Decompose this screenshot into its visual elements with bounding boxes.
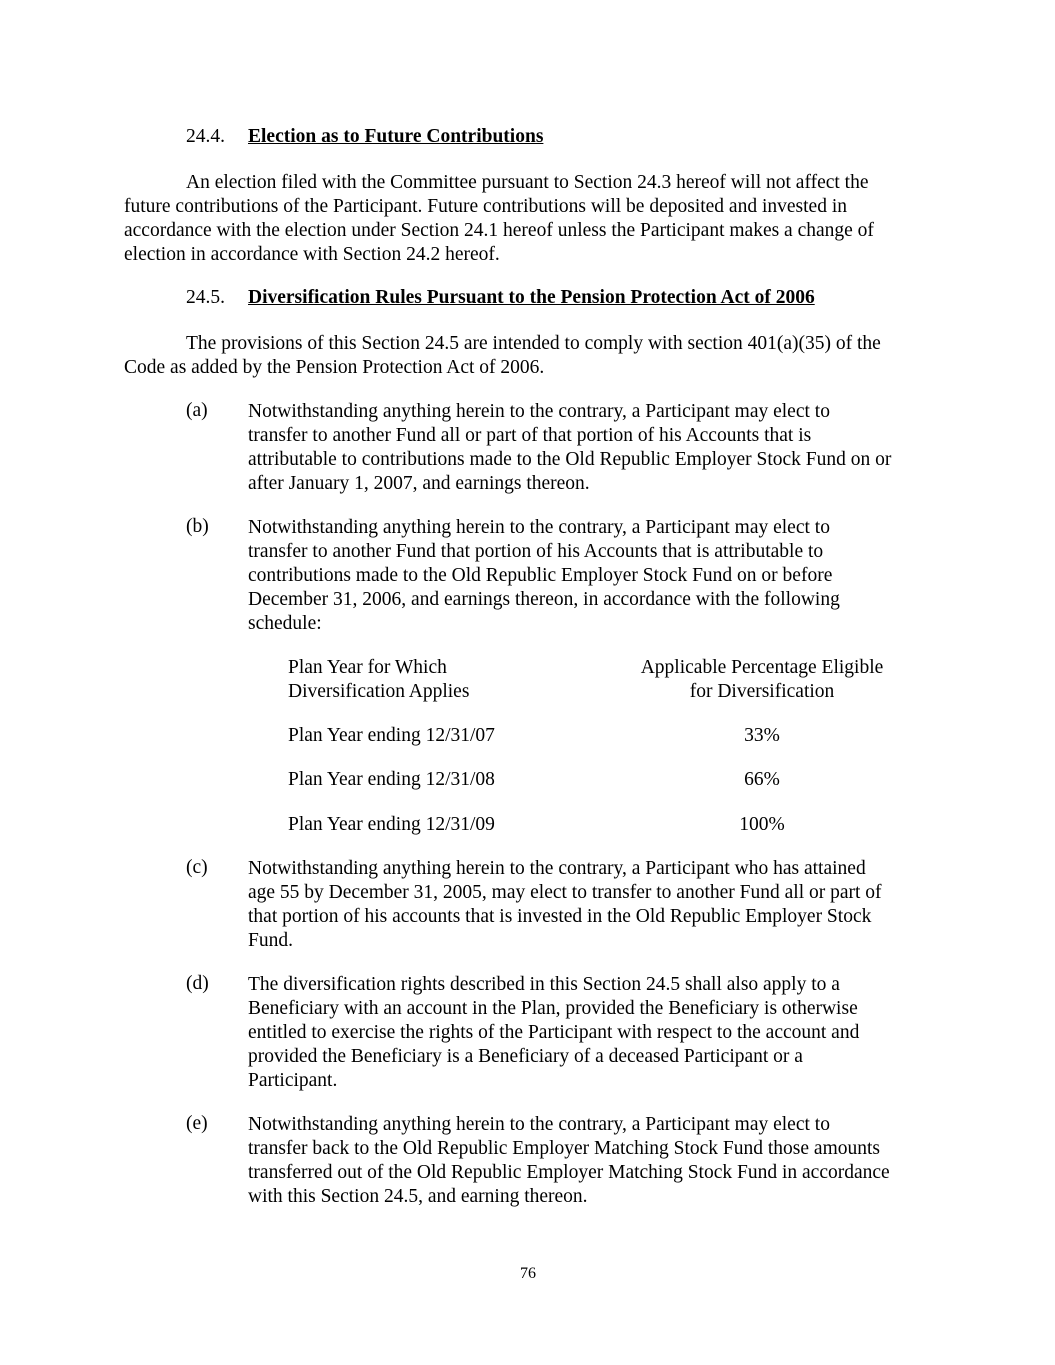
item-b-label: (b) bbox=[186, 516, 209, 537]
item-d-label: (d) bbox=[186, 973, 209, 994]
schedule-header-left: Diversification Applies bbox=[288, 681, 470, 702]
item-a-line: Notwithstanding anything herein to the contrary, a Participant may elect to bbox=[248, 401, 830, 422]
section-24-5-intro-line: The provisions of this Section 24.5 are intended to comply with section 401(a)(35) of the bbox=[186, 333, 881, 354]
item-b-line: December 31, 2006, and earnings thereon, in accordance with the following bbox=[248, 589, 840, 610]
item-d-line: Participant. bbox=[248, 1070, 338, 1091]
item-c-line: age 55 by December 31, 2005, may elect to transfer to another Fund all or part of bbox=[248, 882, 882, 903]
item-a-label: (a) bbox=[186, 400, 208, 421]
section-24-5-intro-line: Code as added by the Pension Protection Act of 2006. bbox=[124, 357, 545, 378]
page-number: 76 bbox=[520, 1265, 536, 1282]
section-24-4-title: Election as to Future Contributions bbox=[248, 126, 544, 147]
item-e-line: with this Section 24.5, and earning thereon. bbox=[248, 1186, 588, 1207]
item-d-line: Beneficiary with an account in the Plan, provided the Beneficiary is otherwise bbox=[248, 998, 858, 1019]
section-24-4-line: election in accordance with Section 24.2 hereof. bbox=[124, 244, 500, 265]
section-24-4-number: 24.4. bbox=[186, 126, 225, 147]
item-e-line: Notwithstanding anything herein to the contrary, a Participant may elect to bbox=[248, 1114, 830, 1135]
item-d-line: entitled to exercise the rights of the Participant with respect to the account and bbox=[248, 1022, 860, 1043]
item-c-line: Fund. bbox=[248, 930, 293, 951]
section-24-4-line: An election filed with the Committee pursuant to Section 24.3 hereof will not affect the bbox=[186, 172, 869, 193]
item-c-label: (c) bbox=[186, 857, 208, 878]
section-24-5-title: Diversification Rules Pursuant to the Pension Protection Act of 2006 bbox=[248, 287, 815, 308]
item-d-line: The diversification rights described in this Section 24.5 shall also apply to a bbox=[248, 974, 840, 995]
item-d-line: provided the Beneficiary is a Beneficiary of a deceased Participant or a bbox=[248, 1046, 803, 1067]
section-24-5-number: 24.5. bbox=[186, 287, 225, 308]
item-b-line: transfer to another Fund that portion of his Accounts that is attributable to bbox=[248, 541, 824, 562]
item-c-line: Notwithstanding anything herein to the contrary, a Participant who has attained bbox=[248, 858, 866, 879]
section-24-4-line: accordance with the election under Section 24.1 hereof unless the Participant makes a change of bbox=[124, 220, 874, 241]
item-a-line: attributable to contributions made to the Old Republic Employer Stock Fund on or bbox=[248, 449, 892, 470]
item-c-line: that portion of his accounts that is invested in the Old Republic Employer Stock bbox=[248, 906, 872, 927]
schedule-row-pct: 66% bbox=[744, 769, 780, 790]
schedule-row-year: Plan Year ending 12/31/09 bbox=[288, 814, 495, 835]
schedule-header-right: for Diversification bbox=[689, 681, 835, 702]
item-b-line: contributions made to the Old Republic Employer Stock Fund on or before bbox=[248, 565, 833, 586]
schedule-row-year: Plan Year ending 12/31/07 bbox=[288, 725, 495, 746]
schedule-header-right: Applicable Percentage Eligible bbox=[640, 657, 884, 678]
item-b-line: Notwithstanding anything herein to the contrary, a Participant may elect to bbox=[248, 517, 830, 538]
item-a-line: after January 1, 2007, and earnings thereon. bbox=[248, 473, 590, 494]
schedule-row-year: Plan Year ending 12/31/08 bbox=[288, 769, 495, 790]
section-24-4-line: future contributions of the Participant. Future contributions will be deposited and invested in bbox=[124, 196, 847, 217]
schedule-row-pct: 100% bbox=[739, 814, 785, 835]
item-a-line: transfer to another Fund all or part of that portion of his Accounts that is bbox=[248, 425, 812, 446]
item-b-line: schedule: bbox=[248, 613, 322, 634]
item-e-label: (e) bbox=[186, 1113, 208, 1134]
schedule-header-left: Plan Year for Which bbox=[288, 657, 447, 678]
schedule-row-pct: 33% bbox=[744, 725, 780, 746]
item-e-line: transfer back to the Old Republic Employer Matching Stock Fund those amounts bbox=[248, 1138, 881, 1159]
item-e-line: transferred out of the Old Republic Employer Matching Stock Fund in accordance bbox=[248, 1162, 890, 1183]
